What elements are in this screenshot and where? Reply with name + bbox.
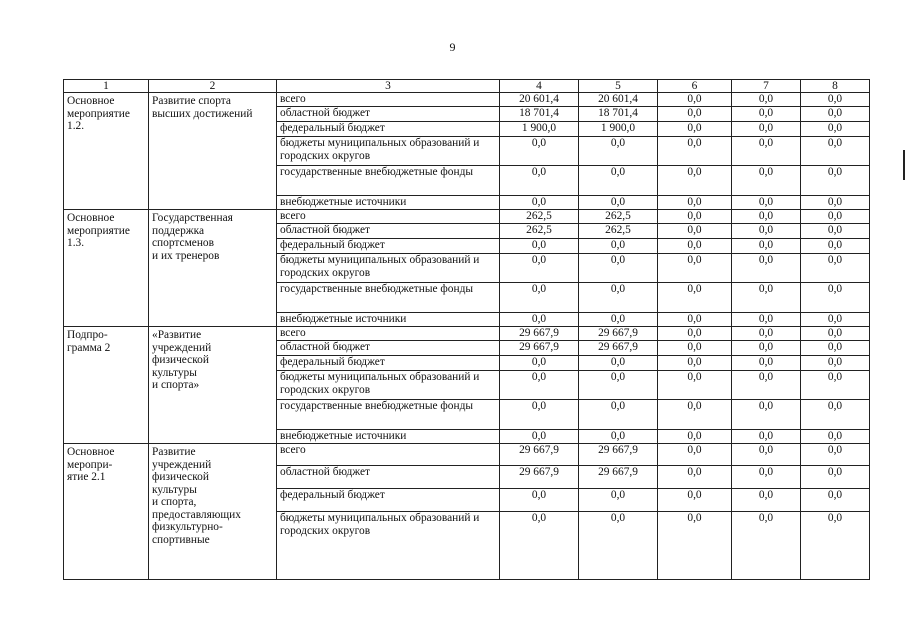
funding-source-label: федеральный бюджет <box>277 239 500 254</box>
amount-cell-v7: 0,0 <box>732 356 801 371</box>
section-code: Основное мероприятие 1.3. <box>64 210 149 327</box>
funding-source-label: федеральный бюджет <box>277 489 500 512</box>
amount-cell-v7: 0,0 <box>732 444 801 466</box>
amount-cell-v7: 0,0 <box>732 400 801 430</box>
amount-cell-v7: 0,0 <box>732 122 801 137</box>
table-body <box>64 93 870 580</box>
amount-cell-v7: 0,0 <box>732 283 801 313</box>
amount-cell-v4: 20 601,4 <box>500 93 579 107</box>
amount-cell-v4: 0,0 <box>500 430 579 444</box>
funding-source-label: федеральный бюджет <box>277 356 500 371</box>
funding-source-label: внебюджетные источники <box>277 430 500 444</box>
amount-cell-v7: 0,0 <box>732 93 801 107</box>
section-code: Основное мероприятие 1.2. <box>64 93 149 210</box>
amount-cell-v8: 0,0 <box>801 93 870 107</box>
amount-cell-v5: 18 701,4 <box>579 107 658 122</box>
amount-cell-v6: 0,0 <box>658 430 732 444</box>
page-number: 9 <box>449 40 456 54</box>
amount-cell-v4: 29 667,9 <box>500 466 579 489</box>
amount-cell-v8: 0,0 <box>801 107 870 122</box>
amount-cell-v6: 0,0 <box>658 122 732 137</box>
amount-cell-v7: 0,0 <box>732 210 801 224</box>
header-col-7: 7 <box>732 80 801 93</box>
amount-cell-v5: 0,0 <box>579 254 658 283</box>
amount-cell-v6: 0,0 <box>658 512 732 580</box>
amount-cell-v8: 0,0 <box>801 466 870 489</box>
amount-cell-v8: 0,0 <box>801 356 870 371</box>
amount-cell-v7: 0,0 <box>732 239 801 254</box>
amount-cell-v4: 1 900,0 <box>500 122 579 137</box>
amount-cell-v8: 0,0 <box>801 166 870 196</box>
funding-source-label: внебюджетные источники <box>277 313 500 327</box>
section-title: Государственная поддержка спортсменов и их тренеров <box>149 210 277 327</box>
amount-cell-v7: 0,0 <box>732 107 801 122</box>
funding-source-label: внебюджетные источники <box>277 196 500 210</box>
funding-source-label: областной бюджет <box>277 224 500 239</box>
amount-cell-v5: 262,5 <box>579 224 658 239</box>
section-title: Развитие спорта высших достижений <box>149 93 277 210</box>
table-row <box>64 210 870 224</box>
amount-cell-v4: 0,0 <box>500 371 579 400</box>
amount-cell-v5: 0,0 <box>579 137 658 166</box>
amount-cell-v5: 0,0 <box>579 400 658 430</box>
amount-cell-v6: 0,0 <box>658 196 732 210</box>
header-col-4: 4 <box>500 80 579 93</box>
amount-cell-v5: 0,0 <box>579 371 658 400</box>
amount-cell-v6: 0,0 <box>658 93 732 107</box>
funding-source-label: бюджеты муниципальных образований и городских округов <box>277 137 500 166</box>
amount-cell-v8: 0,0 <box>801 239 870 254</box>
amount-cell-v5: 29 667,9 <box>579 444 658 466</box>
amount-cell-v4: 29 667,9 <box>500 341 579 356</box>
header-col-5: 5 <box>579 80 658 93</box>
amount-cell-v8: 0,0 <box>801 254 870 283</box>
amount-cell-v5: 0,0 <box>579 489 658 512</box>
funding-source-label: областной бюджет <box>277 341 500 356</box>
amount-cell-v5: 0,0 <box>579 166 658 196</box>
funding-source-label: всего <box>277 444 500 466</box>
amount-cell-v7: 0,0 <box>732 466 801 489</box>
table-row <box>64 327 870 341</box>
amount-cell-v5: 0,0 <box>579 356 658 371</box>
amount-cell-v4: 0,0 <box>500 137 579 166</box>
amount-cell-v6: 0,0 <box>658 254 732 283</box>
amount-cell-v7: 0,0 <box>732 341 801 356</box>
amount-cell-v6: 0,0 <box>658 239 732 254</box>
amount-cell-v7: 0,0 <box>732 224 801 239</box>
amount-cell-v4: 0,0 <box>500 512 579 580</box>
funding-source-label: бюджеты муниципальных образований и городских округов <box>277 254 500 283</box>
amount-cell-v6: 0,0 <box>658 489 732 512</box>
amount-cell-v5: 1 900,0 <box>579 122 658 137</box>
amount-cell-v5: 20 601,4 <box>579 93 658 107</box>
funding-source-label: всего <box>277 93 500 107</box>
amount-cell-v8: 0,0 <box>801 430 870 444</box>
amount-cell-v4: 0,0 <box>500 356 579 371</box>
amount-cell-v8: 0,0 <box>801 210 870 224</box>
header-row <box>64 80 870 93</box>
funding-source-label: бюджеты муниципальных образований и городских округов <box>277 371 500 400</box>
amount-cell-v7: 0,0 <box>732 371 801 400</box>
amount-cell-v5: 0,0 <box>579 239 658 254</box>
amount-cell-v8: 0,0 <box>801 283 870 313</box>
amount-cell-v6: 0,0 <box>658 400 732 430</box>
funding-source-label: всего <box>277 327 500 341</box>
amount-cell-v5: 0,0 <box>579 512 658 580</box>
amount-cell-v7: 0,0 <box>732 489 801 512</box>
amount-cell-v4: 0,0 <box>500 196 579 210</box>
amount-cell-v5: 262,5 <box>579 210 658 224</box>
amount-cell-v4: 262,5 <box>500 210 579 224</box>
amount-cell-v5: 29 667,9 <box>579 466 658 489</box>
amount-cell-v7: 0,0 <box>732 313 801 327</box>
section-code: Подпро- грамма 2 <box>64 327 149 444</box>
funding-source-label: государственные внебюджетные фонды <box>277 400 500 430</box>
amount-cell-v7: 0,0 <box>732 137 801 166</box>
section-code: Основное меропри- ятие 2.1 <box>64 444 149 580</box>
amount-cell-v7: 0,0 <box>732 327 801 341</box>
amount-cell-v6: 0,0 <box>658 313 732 327</box>
amount-cell-v4: 0,0 <box>500 283 579 313</box>
amount-cell-v7: 0,0 <box>732 512 801 580</box>
header-col-8: 8 <box>801 80 870 93</box>
header-col-1: 1 <box>64 80 149 93</box>
funding-source-label: бюджеты муниципальных образований и городских округов <box>277 512 500 580</box>
amount-cell-v5: 29 667,9 <box>579 341 658 356</box>
funding-source-label: всего <box>277 210 500 224</box>
funding-source-label: государственные внебюджетные фонды <box>277 166 500 196</box>
amount-cell-v8: 0,0 <box>801 327 870 341</box>
amount-cell-v4: 0,0 <box>500 313 579 327</box>
amount-cell-v6: 0,0 <box>658 356 732 371</box>
amount-cell-v7: 0,0 <box>732 430 801 444</box>
amount-cell-v6: 0,0 <box>658 107 732 122</box>
amount-cell-v8: 0,0 <box>801 224 870 239</box>
amount-cell-v4: 18 701,4 <box>500 107 579 122</box>
header-col-6: 6 <box>658 80 732 93</box>
amount-cell-v5: 0,0 <box>579 196 658 210</box>
amount-cell-v6: 0,0 <box>658 137 732 166</box>
funding-table <box>63 79 870 580</box>
amount-cell-v5: 0,0 <box>579 283 658 313</box>
amount-cell-v8: 0,0 <box>801 122 870 137</box>
funding-source-label: государственные внебюджетные фонды <box>277 283 500 313</box>
amount-cell-v8: 0,0 <box>801 196 870 210</box>
amount-cell-v6: 0,0 <box>658 283 732 313</box>
amount-cell-v8: 0,0 <box>801 400 870 430</box>
amount-cell-v4: 0,0 <box>500 239 579 254</box>
table-row <box>64 444 870 466</box>
amount-cell-v8: 0,0 <box>801 512 870 580</box>
amount-cell-v7: 0,0 <box>732 166 801 196</box>
amount-cell-v8: 0,0 <box>801 371 870 400</box>
amount-cell-v6: 0,0 <box>658 224 732 239</box>
amount-cell-v5: 0,0 <box>579 430 658 444</box>
amount-cell-v6: 0,0 <box>658 327 732 341</box>
amount-cell-v7: 0,0 <box>732 254 801 283</box>
amount-cell-v8: 0,0 <box>801 489 870 512</box>
amount-cell-v8: 0,0 <box>801 444 870 466</box>
funding-source-label: областной бюджет <box>277 466 500 489</box>
amount-cell-v8: 0,0 <box>801 341 870 356</box>
section-title: Развитие учреждений физической культуры и спорта, предоставляющих физкультурно- спортивные <box>149 444 277 580</box>
amount-cell-v6: 0,0 <box>658 210 732 224</box>
header-col-3: 3 <box>277 80 500 93</box>
amount-cell-v7: 0,0 <box>732 196 801 210</box>
amount-cell-v8: 0,0 <box>801 137 870 166</box>
section-title: «Развитие учреждений физической культуры и спорта» <box>149 327 277 444</box>
amount-cell-v6: 0,0 <box>658 466 732 489</box>
amount-cell-v4: 0,0 <box>500 489 579 512</box>
funding-source-label: федеральный бюджет <box>277 122 500 137</box>
amount-cell-v6: 0,0 <box>658 371 732 400</box>
amount-cell-v6: 0,0 <box>658 341 732 356</box>
amount-cell-v5: 0,0 <box>579 313 658 327</box>
header-col-2: 2 <box>149 80 277 93</box>
amount-cell-v4: 0,0 <box>500 254 579 283</box>
amount-cell-v4: 0,0 <box>500 400 579 430</box>
amount-cell-v6: 0,0 <box>658 444 732 466</box>
table-row <box>64 93 870 107</box>
amount-cell-v8: 0,0 <box>801 313 870 327</box>
funding-source-label: областной бюджет <box>277 107 500 122</box>
amount-cell-v5: 29 667,9 <box>579 327 658 341</box>
amount-cell-v4: 262,5 <box>500 224 579 239</box>
amount-cell-v4: 29 667,9 <box>500 444 579 466</box>
amount-cell-v4: 0,0 <box>500 166 579 196</box>
amount-cell-v6: 0,0 <box>658 166 732 196</box>
amount-cell-v4: 29 667,9 <box>500 327 579 341</box>
